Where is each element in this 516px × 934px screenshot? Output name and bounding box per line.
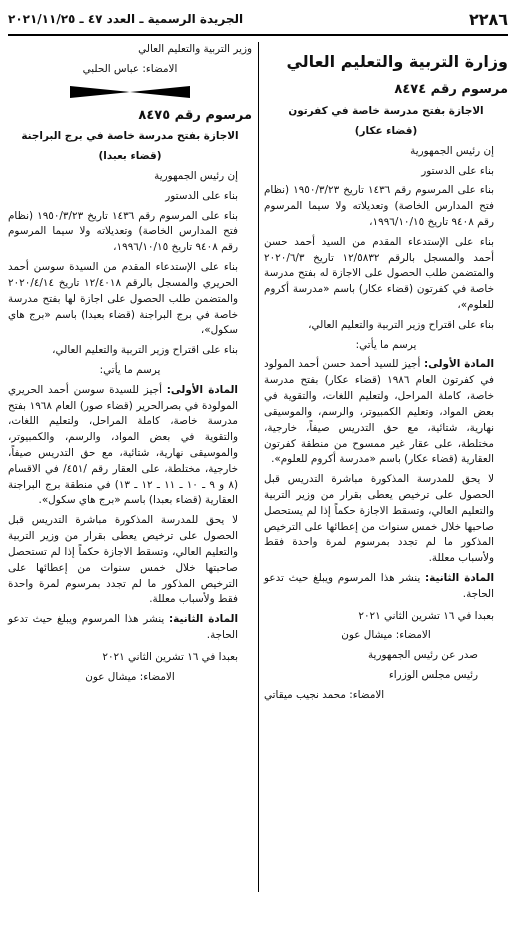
article-2 xyxy=(264,571,508,603)
decree-place: (قضاء بعبدا) xyxy=(98,150,162,163)
article-1-head: المادة الأولى: xyxy=(423,358,495,371)
article-2-head: المادة الثانية: xyxy=(169,613,239,626)
decree-formula: يرسم ما يأتي: xyxy=(99,363,161,376)
article-1-condition: لا يحق للمدرسة المذكورة مباشرة التدريس قبل الحصول على ترخيص يعطى بقرار من وزير التربية والتعليم العالي، وتسقط الاجازة حكماً إذا لم تستحصل صاحبتها خلال خمس سنوات من إعطائها على الترخيص المذكور ما لم تجدد بمرسوم لمرة واحدة فقط ولأسباب معللة. xyxy=(8,514,238,606)
prime-minister-signature: الامضاء: محمد نجيب ميقاتي xyxy=(264,688,385,701)
ministry-title: وزارة التربية والتعليم العالي xyxy=(286,52,508,71)
preamble-decree: بناء على المرسوم رقم ١٤٣٦ تاريخ ١٩٥٠/٣/٢٣ (نظام فتح المدارس الخاصة) وتعديلاته ولا سيما المرسوم رقم ٩٤٠٨ تاريخ ١٩٩٦/١٠/١٥، xyxy=(8,209,238,254)
decree-date: بعبدا في ١٦ تشرين الثاني ٢٠٢١ xyxy=(358,609,494,622)
decree-subject: الاجازة بفتح مدرسة خاصة في برج البراجنة xyxy=(21,130,239,143)
decree-place: (قضاء عكار) xyxy=(354,124,418,137)
divider-shape-right xyxy=(130,86,190,98)
preamble-constitution: بناء على الدستور xyxy=(421,164,494,177)
preamble-proposal: بناء على اقتراح وزير التربية والتعليم العالي، xyxy=(308,318,494,331)
prime-minister-title: رئيس مجلس الوزراء xyxy=(388,669,478,682)
right-column xyxy=(264,42,508,708)
preamble-decree: بناء على المرسوم رقم ١٤٣٦ تاريخ ١٩٥٠/٣/٢٣ (نظام فتح المدارس الخاصة) وتعديلاته ولا سيما المرسوم رقم ٩٤٠٨ تاريخ ١٩٩٦/١٠/١٥، xyxy=(264,184,494,228)
signature-block xyxy=(8,650,252,686)
preamble-proposal: بناء على اقتراح وزير التربية والتعليم العالي، xyxy=(52,344,238,357)
decree-title-8474: مرسوم رقم ٨٤٧٤ xyxy=(394,82,508,98)
article-1-body: أجيز للسيدة سوسن أحمد الحريري المولودة في بصرالحرير (قضاء صور) العام ١٩٦٨ بفتح مدرسة خاصة، كاملة المراحل، ولتعليم اللغات، والتقوية في بعض المواد، والرسم، والكمبيوتر، والموسيقى نهارية، شتائية، مع حق التدريس صيفاً، خارجية، مختلطة، على العقار رقم /٤٥١/ في الاقسام (٨ و ٩ ـ ١٠ ـ ١١ ـ ١٢ ـ ١٣) في منطقة برج البراجنة العقارية (قضاء بعبدا) باسم «برج هاي سكول». xyxy=(8,383,239,507)
preamble-president: إن رئيس الجمهورية xyxy=(410,144,494,157)
president-signature: الامضاء: ميشال عون xyxy=(85,670,175,683)
minister-title: وزير التربية والتعليم العالي xyxy=(138,43,252,55)
article-2-body: ينشر هذا المرسوم ويبلغ حيث تدعو الحاجة. xyxy=(264,572,494,600)
article-2 xyxy=(8,612,252,644)
column-separator xyxy=(258,42,259,892)
preamble-president: إن رئيس الجمهورية xyxy=(154,170,238,182)
gazette-issue: الجريدة الرسمية ـ العدد ٤٧ ـ ٢٠٢١/١١/٢٥ xyxy=(8,12,244,26)
decree-formula: يرسم ما يأتي: xyxy=(355,338,417,351)
article-1 xyxy=(8,383,252,510)
signature-block xyxy=(264,609,508,704)
article-2-body: ينشر هذا المرسوم ويبلغ حيث تدعو الحاجة. xyxy=(8,613,238,641)
header-rule xyxy=(8,34,508,36)
page-number: ٢٢٨٦ xyxy=(468,9,508,29)
left-column xyxy=(8,42,252,708)
preamble-request: بناء على الإستدعاء المقدم من السيد أحمد حسن أحمد والمسجل بالرقم ١٢/٥٨٣٢ تاريخ ٢٠٢٠/٦/٣ والمتضمن طلب الحصول على الاجازة له بفتح مدرسة خاصة في كفرتون (قضاء عكار) باسم «مدرسة أكروم للعلوم»، xyxy=(264,235,495,311)
preamble-constitution: بناء على الدستور xyxy=(165,189,238,202)
minister-signature: الامضاء: عباس الحلبي xyxy=(82,62,178,75)
article-2-head: المادة الثانية: xyxy=(425,572,495,584)
preamble-request: بناء على الإستدعاء المقدم من السيدة سوسن أحمد الحريري والمسجل بالرقم ١٢/٤٠١٨ تاريخ ٢٠٢٠/٤/١٤ والمتضمن طلب الحصول على اجازة لها بفتح مدرسة خاصة في برج البراجنة (قضاء بعبدا) باسم «برج هاي سكول»، xyxy=(8,261,238,337)
article-1-head: المادة الأولى: xyxy=(166,383,238,396)
section-divider xyxy=(8,86,252,98)
article-1-body: أجيز للسيد أحمد حسن أحمد المولود في كفرتون العام ١٩٨٦ (قضاء عكار) بفتح مدرسة خاصة، كاملة المراحل، ولتعليم اللغات، والتقوية في بعض المواد، وتعليم الكمبيوتر، والرسم، والموسيقى نهارية، شتائية، مع حق التدريس صيفاً، خارجية، مختلطة، على عقار غير ممسوح من منطقة كفرتون العقارية (قضاء عكار) باسم «مدرسة أكروم للعلوم». xyxy=(264,358,494,466)
article-1-condition: لا يحق للمدرسة المذكورة مباشرة التدريس قبل الحصول على ترخيص يعطى بقرار من وزير التربية والتعليم العالي، وتسقط الاجازة حكماً إذا لم يستحصل صاحبها خلال خمس سنوات من إعطائها على الترخيص المذكور ما لم تجدد بمرسوم لمرة واحدة فقط ولأسباب معللة. xyxy=(264,473,494,565)
issued-by: صدر عن رئيس الجمهورية xyxy=(367,649,478,662)
decree-title-8475: مرسوم رقم ٨٤٧٥ xyxy=(138,107,252,123)
article-1 xyxy=(264,357,508,468)
decree-date: بعبدا في ١٦ تشرين الثاني ٢٠٢١ xyxy=(102,650,238,663)
divider-shape-left xyxy=(70,86,130,98)
page-header xyxy=(8,8,508,30)
president-signature: الامضاء: ميشال عون xyxy=(341,629,431,642)
decree-subject: الاجازة بفتح مدرسة خاصة في كفرتون xyxy=(288,105,484,118)
